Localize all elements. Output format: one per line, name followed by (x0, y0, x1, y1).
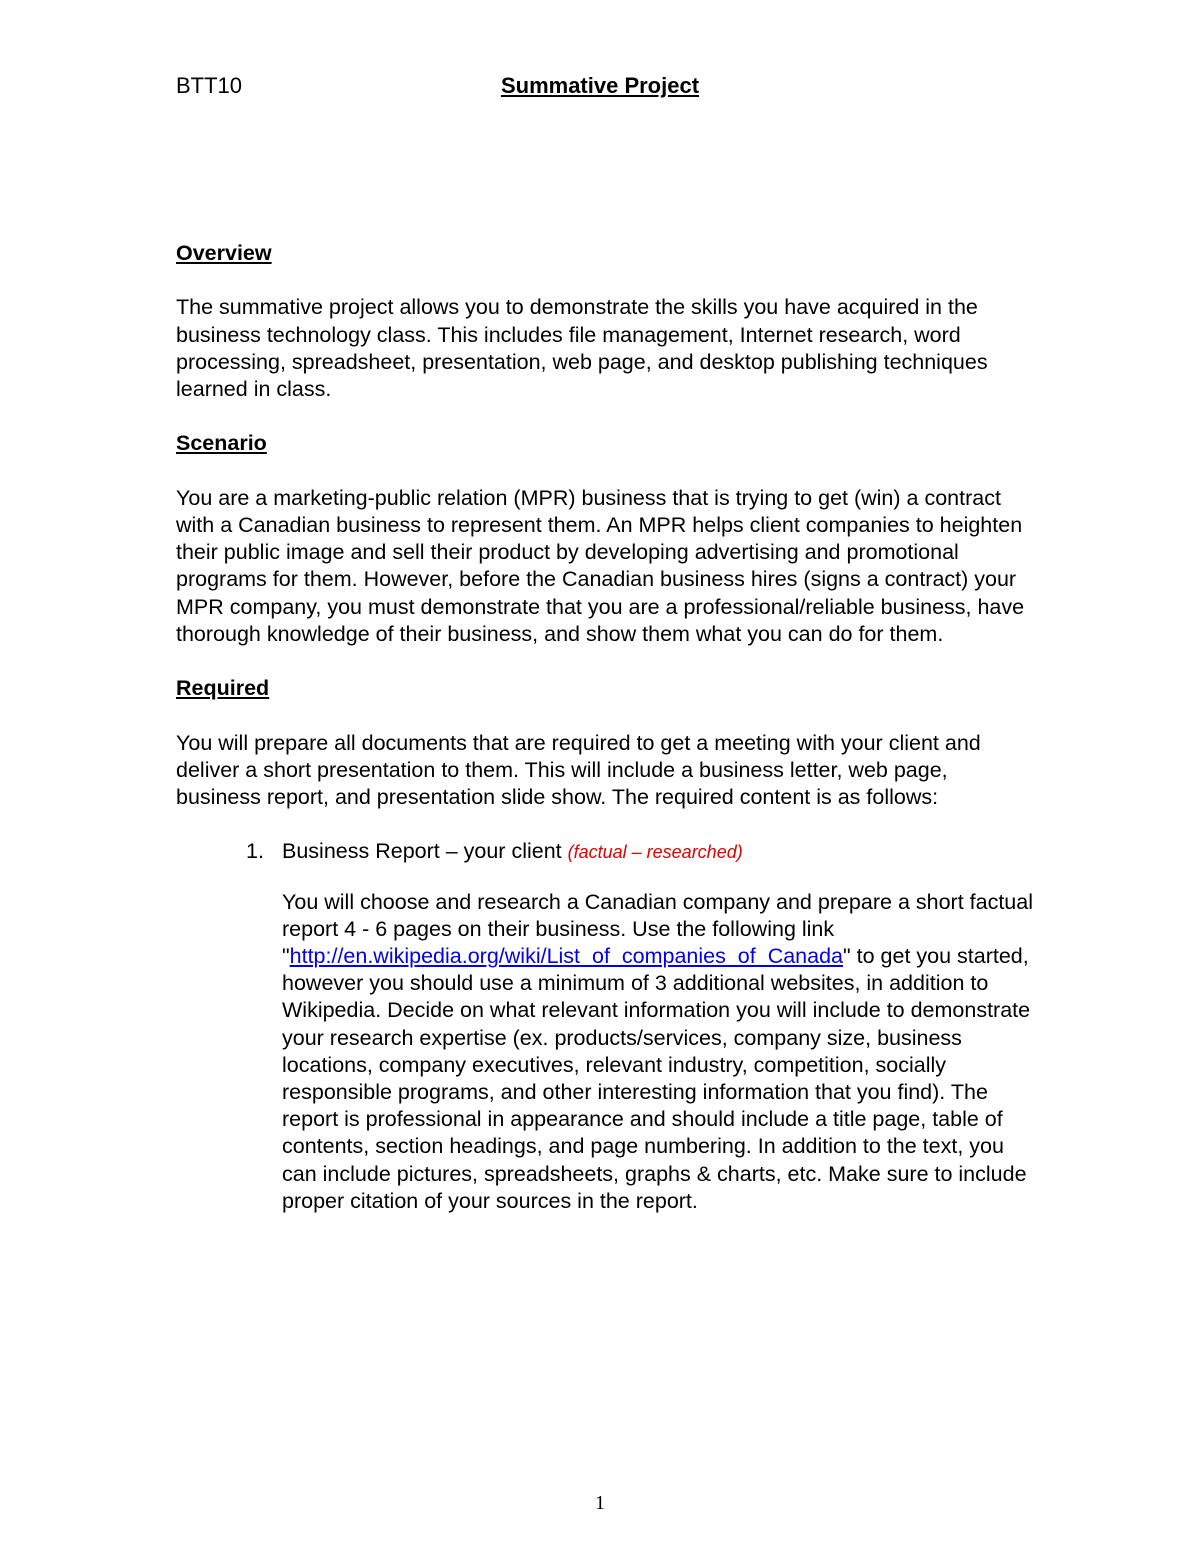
scenario-heading: Scenario (176, 431, 267, 456)
document-body (176, 240, 1036, 1215)
list-item-title-line (282, 838, 1036, 866)
document-title-text: Summative Project (500, 73, 700, 98)
list-item-note: (factual – researched) (567, 842, 743, 863)
spacer (176, 811, 1036, 838)
list-item-number: 1. (246, 839, 264, 864)
list-item-title: Business Report – your client (282, 839, 562, 864)
required-paragraph: You will prepare all documents that are required to get a meeting with your client and deliver a short presentation to them. This will include a business letter, web page, business report, and presentation slide show. The required content is as follows: (176, 730, 981, 809)
spacer (176, 702, 1036, 729)
list-item-body-start: You will choose and research a Canadian company and prepare a short factual report 4 - 6 pages on their business. Use the following link " (282, 889, 1033, 968)
spacer (176, 403, 1036, 430)
page-number: 1 (595, 1492, 605, 1514)
overview-heading: Overview (176, 241, 272, 265)
scenario-paragraph: You are a marketing-public relation (MPR) business that is trying to get (win) a contract with a Canadian business to represent them. An MPR helps client companies to heighten their public image and sell their product by developing advertising and promotional programs for them. However, before the Canadian business hires (signs a contract) your MPR company, you must demonstrate that you are a professional/reliable business, have thorough knowledge of their business, and show them what you can do for them. (176, 485, 1025, 646)
spacer (176, 267, 1036, 294)
course-code: BTT10 (176, 73, 243, 98)
list-item (176, 838, 1036, 1215)
list-item-body-end: " to get you started, however you should use a minimum of 3 additional websites, in addition to Wikipedia. Decide on what relevant information you will include to demonstrate your research expertise (ex. products/services, company size, business locations, company executives, relevant industry, competition, socially responsible programs, and other interesting information that you find). The report is professional in appearance and should include a title page, table of contents, section headings, and page numbering. In addition to the text, you can include pictures, spreadsheets, graphs & charts, etc. Make sure to include proper citation of your sources in the report. (282, 943, 1031, 1213)
wikipedia-link[interactable]: http://en.wikipedia.org/wiki/List_of_companies_of_Canada (289, 943, 844, 968)
document-title (0, 72, 1200, 99)
spacer (176, 458, 1036, 485)
spacer (282, 867, 1036, 889)
overview-paragraph: The summative project allows you to demonstrate the skills you have acquired in the business technology class. This includes file management, Internet research, word processing, spreadsheet, presentation, web page, and desktop publishing techniques learned in class. (176, 295, 988, 401)
list-item-body (282, 889, 1036, 1215)
spacer (176, 648, 1036, 675)
required-heading: Required (176, 676, 270, 701)
